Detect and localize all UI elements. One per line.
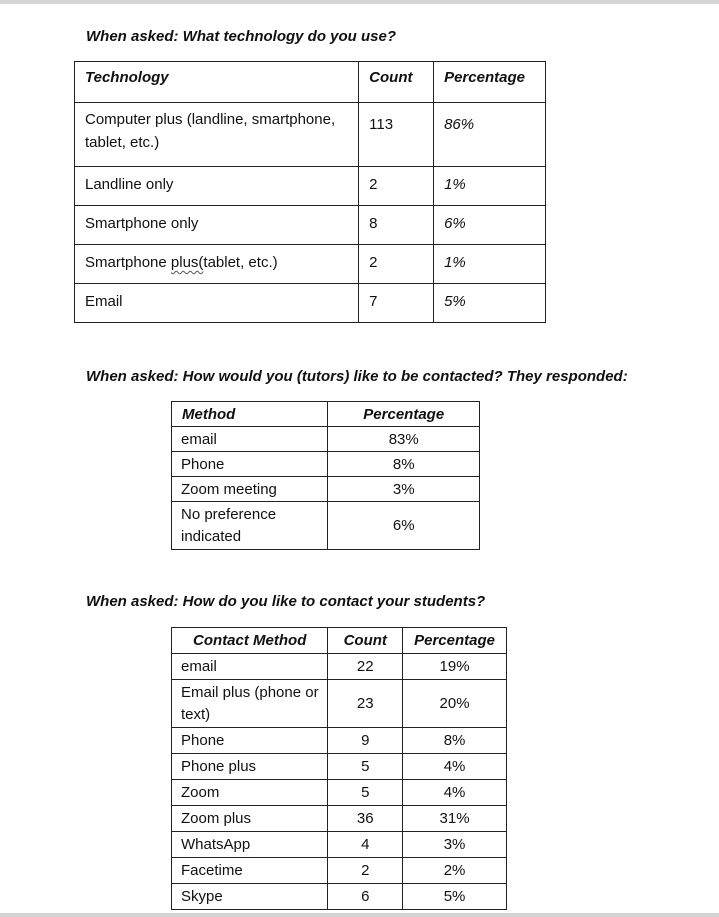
percentage-cell: 8% xyxy=(328,452,480,477)
header-method: Method xyxy=(172,402,328,427)
count-cell: 22 xyxy=(328,654,403,680)
method-cell: Zoom meeting xyxy=(172,477,328,502)
student-contact-table xyxy=(171,627,507,910)
percentage-cell: 2% xyxy=(403,858,507,884)
header-contact-method: Contact Method xyxy=(172,628,328,654)
table-row xyxy=(172,477,480,502)
technology-cell: Landline only xyxy=(75,167,359,206)
percentage-cell: 1% xyxy=(434,167,546,206)
technology-cell: Smartphone only xyxy=(75,206,359,245)
percentage-cell: 3% xyxy=(403,832,507,858)
table-row xyxy=(75,245,546,284)
table-row xyxy=(172,780,507,806)
header-percentage: Percentage xyxy=(434,62,546,103)
percentage-cell: 20% xyxy=(403,680,507,728)
table-row xyxy=(172,806,507,832)
percentage-cell: 8% xyxy=(403,728,507,754)
count-cell: 8 xyxy=(359,206,434,245)
header-percentage: Percentage xyxy=(328,402,480,427)
count-cell: 2 xyxy=(359,245,434,284)
header-technology: Technology xyxy=(75,62,359,103)
header-percentage: Percentage xyxy=(403,628,507,654)
technology-cell: Email xyxy=(75,284,359,323)
percentage-cell: 19% xyxy=(403,654,507,680)
table-row xyxy=(172,502,480,550)
technology-table xyxy=(74,61,546,323)
count-cell: 23 xyxy=(328,680,403,728)
table-row xyxy=(172,452,480,477)
percentage-cell: 86% xyxy=(434,103,546,167)
method-cell: Facetime xyxy=(172,858,328,884)
method-cell: Phone xyxy=(172,452,328,477)
count-cell: 9 xyxy=(328,728,403,754)
method-cell: Zoom xyxy=(172,780,328,806)
page-bottom-border xyxy=(0,913,719,917)
method-cell: No preference indicated xyxy=(172,502,328,550)
table-row xyxy=(172,728,507,754)
table-header-row xyxy=(75,62,546,103)
percentage-cell: 6% xyxy=(434,206,546,245)
table-row xyxy=(75,284,546,323)
table-row xyxy=(172,680,507,728)
table-row xyxy=(172,884,507,910)
technology-text-part: tablet, etc.) xyxy=(203,254,278,271)
percentage-cell: 6% xyxy=(328,502,480,550)
header-count: Count xyxy=(328,628,403,654)
percentage-cell: 83% xyxy=(328,427,480,452)
header-count: Count xyxy=(359,62,434,103)
table-row xyxy=(172,427,480,452)
technology-question-heading: When asked: What technology do you use? xyxy=(86,28,397,45)
tutor-contact-table xyxy=(171,401,480,550)
percentage-cell: 31% xyxy=(403,806,507,832)
table-row xyxy=(172,754,507,780)
count-cell: 6 xyxy=(328,884,403,910)
table-header-row xyxy=(172,628,507,654)
spellcheck-underlined-text: plus( xyxy=(170,254,204,271)
method-cell: Email plus (phone or text) xyxy=(172,680,328,728)
method-cell: WhatsApp xyxy=(172,832,328,858)
table-row xyxy=(172,858,507,884)
count-cell: 5 xyxy=(328,780,403,806)
table-row xyxy=(75,206,546,245)
count-cell: 5 xyxy=(328,754,403,780)
percentage-cell: 3% xyxy=(328,477,480,502)
count-cell: 7 xyxy=(359,284,434,323)
table-header-row xyxy=(172,402,480,427)
table-row xyxy=(75,103,546,167)
table-row xyxy=(75,167,546,206)
tutor-contact-question-heading: When asked: How would you (tutors) like to be contacted? They responded: xyxy=(86,368,628,385)
technology-cell xyxy=(75,245,359,284)
count-cell: 2 xyxy=(359,167,434,206)
count-cell: 2 xyxy=(328,858,403,884)
percentage-cell: 4% xyxy=(403,754,507,780)
technology-text-part: Smartphone xyxy=(85,254,171,271)
student-contact-question-heading: When asked: How do you like to contact your students? xyxy=(86,593,486,610)
percentage-cell: 1% xyxy=(434,245,546,284)
count-cell: 4 xyxy=(328,832,403,858)
page-top-border xyxy=(0,0,719,4)
method-cell: Phone xyxy=(172,728,328,754)
method-cell: Zoom plus xyxy=(172,806,328,832)
method-cell: Skype xyxy=(172,884,328,910)
table-row xyxy=(172,832,507,858)
count-cell: 36 xyxy=(328,806,403,832)
method-cell: email xyxy=(172,654,328,680)
method-cell: email xyxy=(172,427,328,452)
table-row xyxy=(172,654,507,680)
method-cell: Phone plus xyxy=(172,754,328,780)
count-cell: 113 xyxy=(359,103,434,167)
percentage-cell: 5% xyxy=(434,284,546,323)
percentage-cell: 4% xyxy=(403,780,507,806)
percentage-cell: 5% xyxy=(403,884,507,910)
technology-cell: Computer plus (landline, smartphone, tablet, etc.) xyxy=(75,103,359,167)
